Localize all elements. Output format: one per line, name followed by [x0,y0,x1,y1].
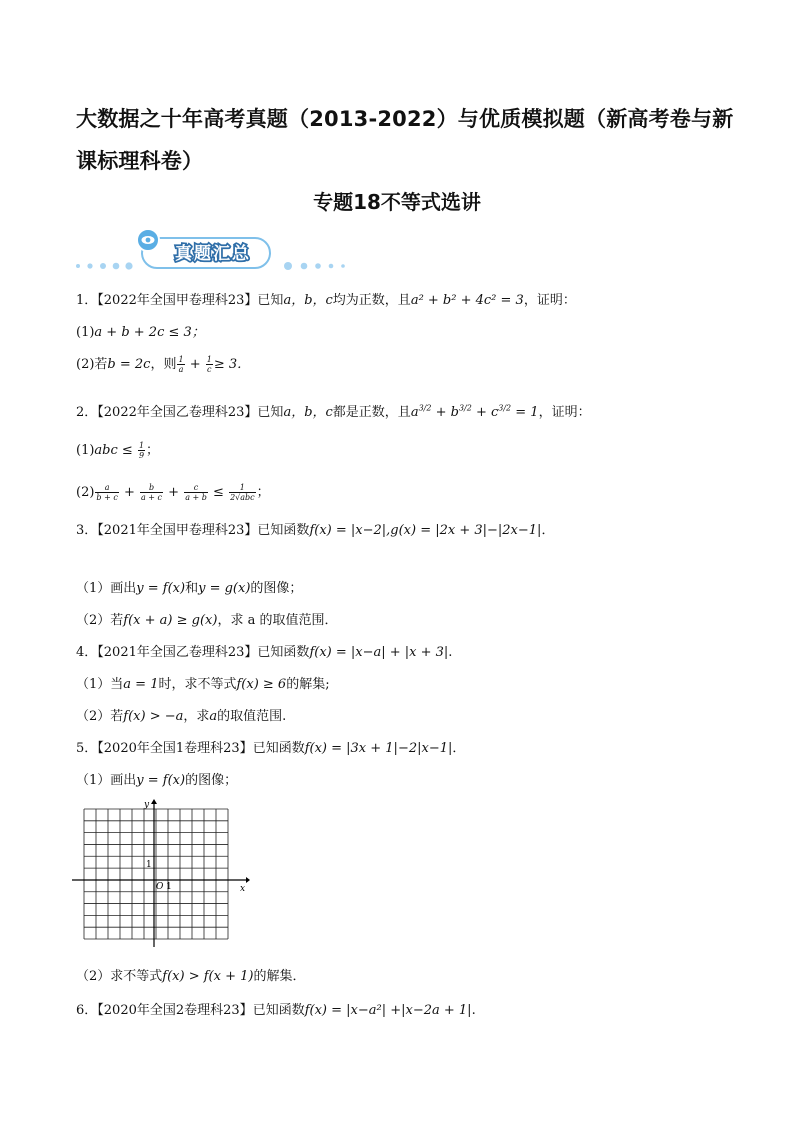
problem-source: 【2020年全国2卷理科23】 [97,1003,253,1018]
banner-dots-right [284,262,345,270]
fraction: $\frac{b}{a + c}$ [140,483,163,502]
problem-source: 【2022年全国甲卷理科23】 [97,293,258,308]
problem-4-part-1: （1）当a = 1时，求不等式f(x) ≥ 6的解集; [76,677,330,692]
fraction: $\frac{1}{\text{2√abc}}$ [230,483,255,502]
fraction: $\frac{a}{b + c}$ [96,483,118,502]
problem-5-part-2: （2）求不等式f(x) > f(x + 1)的解集． [76,969,306,984]
fraction: $\frac{1}{c}$ [206,355,212,374]
grid-lines [84,809,228,939]
document-title: 大数据之十年高考真题（2013-2022）与优质模拟题（新高考卷与新课标理科卷） [76,107,734,173]
problem-3-part-1: （1）画出y = f(x)和y = g(x)的图像； [76,581,303,596]
problem-2-part-2: (2) $\frac{a}{b + c}$ + $\frac{b}{a + c}$ + $\frac{c}{a + b}$ ≤ $\frac{1}{\text{2√abc}}$ ； [76,483,270,502]
problem-5-part-1: （1）画出y = f(x)的图像； [76,773,238,788]
y-axis-label: y [144,800,150,810]
x-axis-label: x [240,884,246,894]
problem-4-part-2: （2）若f(x) > −a，求a的取值范围. [76,709,287,724]
fraction: $\frac{c}{a + b}$ [185,483,207,502]
problem-5-stem: 5．【2020年全国1卷理科23】已知函数f(x) = |3x + 1|−2|x−1|． [76,741,466,756]
section-banner [72,228,372,272]
document-subtitle: 专题18不等式选讲 [313,190,481,214]
y-tick-label: 1 [146,860,152,870]
fraction: $\frac{1}{9}$ [138,441,145,460]
eye-icon [137,229,159,251]
problem-4-stem: 4．【2021年全国乙卷理科23】已知函数f(x) = |x−a| + |x + 3|. [76,645,453,660]
problem-1-stem: 1．【2022年全国甲卷理科23】已知a，b，c均为正数，且a² + b² + 4c² = 3，证明： [76,293,576,308]
banner-dots-left [76,262,133,269]
problem-source: 【2020年全国1卷理科23】 [97,741,253,756]
problem-1-part-2: (2)若b = 2c，则 $\frac{1}{a}$ + $\frac{1}{c}$ ≥ 3． [76,355,251,374]
problem-3-stem: 3．【2021年全国甲卷理科23】已知函数f(x) = |x−2|,g(x) = |2x + 3|−|2x−1|． [76,523,555,538]
problem-source: 【2022年全国乙卷理科23】 [97,405,258,420]
problem-source: 【2021年全国甲卷理科23】 [97,523,258,538]
problem-2-stem: 2．【2022年全国乙卷理科23】已知a，b，c都是正数，且$a^{3/2} + b^{3/2} + c^{3/2} = 1$，证明： [76,403,591,420]
x-axis-arrow [246,877,250,883]
problem-6-stem: 6．【2020年全国2卷理科23】已知函数f(x) = |x−a²| +|x−2a + 1|. [76,1003,476,1018]
problem-2-condition: $a^{3/2} + b^{3/2} + c^{3/2}$ [410,403,512,420]
problem-source: 【2021年全国乙卷理科23】 [97,645,258,660]
problem-1-part-1: (1)a + b + 2c ≤ 3； [76,325,205,340]
x-tick-label: 1 [166,882,172,892]
coordinate-grid [70,797,250,949]
origin-label: O [156,882,164,892]
banner-label: 真题汇总 [175,244,251,264]
problem-2-part-1: (1)abc ≤ $\frac{1}{9}$ ； [76,441,160,460]
y-axis-arrow [151,799,157,804]
problem-3-part-2: （2）若f(x + a) ≥ g(x)，求 a 的取值范围． [76,613,338,628]
fraction: $\frac{1}{a}$ [178,355,184,374]
